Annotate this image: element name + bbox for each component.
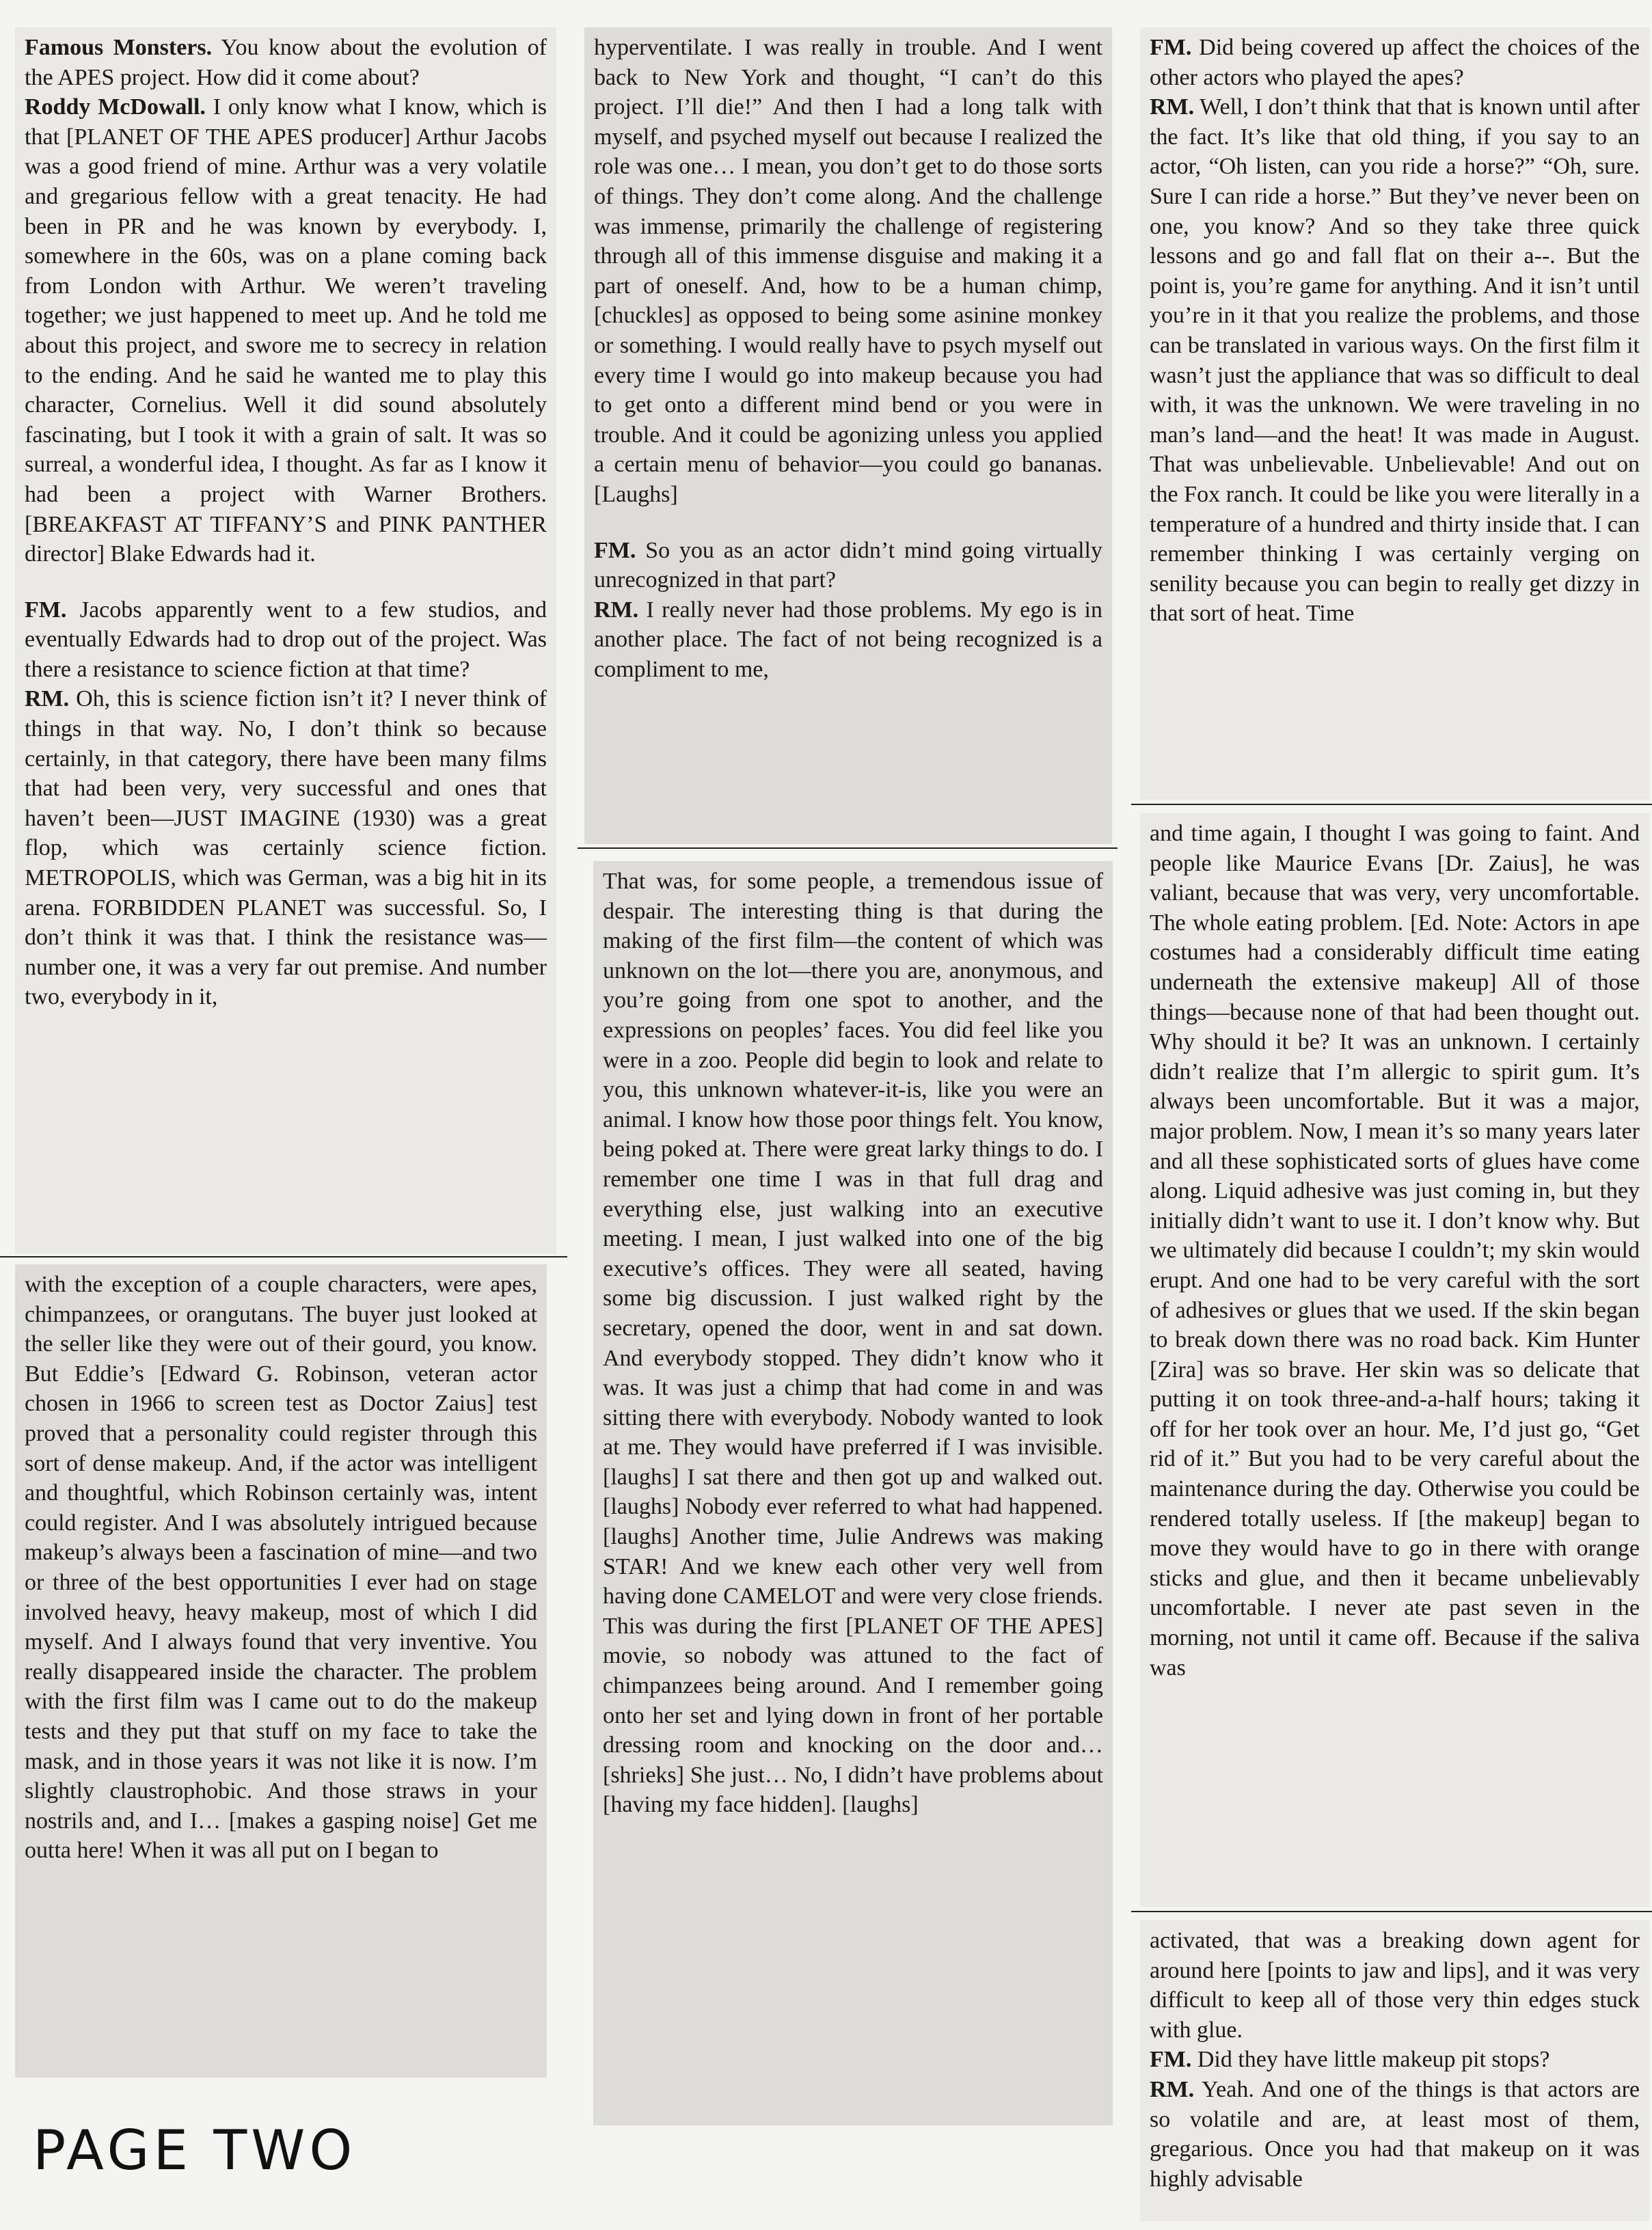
paragraph-text: activated, that was a breaking down agent for around here [points to jaw and lips], and it was very difficult to keep all of those very thin edges stuck with glue. <box>1150 1928 1640 2043</box>
interview-paragraph <box>25 684 547 1012</box>
speaker-label: RM. <box>594 597 639 623</box>
speaker-label: FM. <box>1150 35 1192 60</box>
interview-paragraph <box>1150 92 1640 629</box>
speaker-label: Roddy McDowall. <box>25 94 206 120</box>
column1-top-block <box>15 27 556 1254</box>
paragraph-text: and time again, I thought I was going to faint. And people like Maurice Evans [Dr. Zaius], he was valiant, because that was very, very uncomfortable. The whole eating problem. [Ed. Note: Actors in ape costumes had a considerably difficult time eating underneath the extensive makeup] All of those things—because none of that had been thought out. Why should it be? It was an unknown. I certainly didn’t realize that I’m allergic to spirit gum. It’s always been uncomfortable. But it was a major, major problem. Now, I mean it’s so many years later and all these sophisticated sorts of glues have come along. Liquid adhesive was just coming in, but they initially didn’t want to use it. I don’t know why. But we ultimately did because I couldn’t; my skin would erupt. And one had to be very careful with the sort of adhesives or glues that we used. If the skin began to break down there was no road back. Kim Hunter [Zira] was so brave. Her skin was so delicate that putting it on took three-and-a-half hours; taking it off for her took over an hour. Me, I’d just go, “Get rid of it.” But you had to be very careful about the maintenance during the day. Otherwise you could be rendered totally useless. If [the makeup] began to move they would have to go in there with orange sticks and glue, and then it became unbelievably uncomfortable. I never ate past seven in the morning, not until it came off. Because if the saliva was <box>1150 821 1640 1681</box>
interview-paragraph <box>25 92 547 569</box>
interview-paragraph <box>1150 2075 1640 2194</box>
interview-paragraph <box>594 595 1102 685</box>
paragraph-text: Did being covered up affect the choices of the other actors who played the apes? <box>1150 35 1640 90</box>
paragraph-text: I only know what I know, which is that [PLANET OF THE APES producer] Arthur Jacobs was a good friend of mine. Arthur was a very volatile and gregarious fellow with a great tenacity. He had been in PR and he was known by everybody. I, somewhere in the 60s, was on a plane coming back from London with Arthur. We weren’t traveling together; we just happened to meet up. And he told me about this project, and swore me to secrecy in relation to the ending. And he said he wanted me to play this character, Cornelius. Well it did sound absolutely fascinating, but I took it with a grain of salt. It was so surreal, a wonderful idea, I thought. As far as I know it had been a project with Warner Brothers. [BREAKFAST AT TIFFANY’S and PINK PANTHER director] Blake Edwards had it. <box>25 94 547 567</box>
paragraph-text: That was, for some people, a tremendous issue of despair. The interesting thing is that during the making of the first film—the content of which was unknown on the lot—there you are, anonymous, and you’re going from one spot to another, and the expressions on peoples’ faces. You did feel like you were in a zoo. People did begin to look and relate to you, this unknown whatever-it-is, like you were an animal. I know how those poor things felt. You know, being poked at. There were great larky things to do. I remember one time I was in that full drag and everything else, just walking into an executive meeting. I mean, I just walked into one of the big executive’s offices. They were all seated, having some big discussion. I just walked right by the secretary, opened the door, went in and sat down. And everybody stopped. They didn’t know who it was. It was just a chimp that had come in and was sitting there with everybody. Nobody wanted to look at me. They would have preferred if I was invisible. [laughs] I sat there and then got up and walked out. [laughs] Nobody ever referred to what had happened. [laughs] Another time, Julie Andrews was making STAR! And we knew each other very well from having done CAMELOT and were very close friends. This was during the first [PLANET OF THE APES] movie, so nobody was attuned to the fact of chimpanzees being around. And I remember going onto her set and lying down in front of her portable dressing room and knocking on the door and… [shrieks] She just… No, I didn’t have problems about [having my face hidden]. [laughs] <box>603 869 1103 1818</box>
column3-middle-block <box>1140 813 1649 1907</box>
clipping-rule <box>1131 804 1652 805</box>
paragraph-text: hyperventilate. I was really in trouble. And I went back to New York and thought, “I can’t do this project. I’ll die!” And then I had a long talk with myself, and psyched myself out because I realized the role was one… I mean, you don’t get to do those sorts of things. They don’t come along. And the challenge was immense, primarily the challenge of registering through all of this immense disguise and making it a part of oneself. And, how to be a human chimp, [chuckles] as opposed to being some asinine monkey or something. I would really have to psych myself out every time I would go into makeup because you had to get onto a different mind bend or you were in trouble. And it could be agonizing unless you applied a certain menu of behavior—you could go bananas. [Laughs] <box>594 35 1102 507</box>
column3-bottom-block <box>1140 1920 1649 2221</box>
interview-paragraph <box>1150 2045 1640 2075</box>
paragraph-text: with the exception of a couple characters, were apes, chimpanzees, or orangutans. The buyer just looked at the seller like they were out of their gourd, you know. But Eddie’s [Edward G. Robinson, veteran actor chosen in 1966 to screen test as Doctor Zaius] test proved that a personality could register through this sort of dense makeup. And, if the actor was intelligent and thoughtful, which Robinson certainly was, intent could register. And I was absolutely intrigued because makeup’s always been a fascination of mine—and two or three of the best opportunities I ever had on stage involved heavy, heavy makeup, most of which I did myself. And I always found that very inventive. You really disappeared inside the character. The problem with the first film was I came out to do the makeup tests and they put that stuff on my face to take the mask, and in those years it was not like it is now. I’m slightly claustrophobic. And those straws in your nostrils and, and I… [makes a gasping noise] Get me outta here! When it was all put on I began to <box>25 1272 537 1864</box>
interview-paragraph <box>25 1270 537 1866</box>
paragraph-text: So you as an actor didn’t mind going virtually unrecognized in that part? <box>594 537 1102 593</box>
interview-paragraph <box>1150 33 1640 92</box>
speaker-label: RM. <box>1150 94 1195 120</box>
clipping-rule <box>1131 1911 1652 1912</box>
speaker-label: RM. <box>1150 2076 1195 2102</box>
paragraph-text: Oh, this is science fiction isn’t it? I never think of things in that way. No, I don’t think so because certainly, in that category, there have been many films that had been very, very successful and ones that haven’t been—JUST IMAGINE (1930) was a great flop, which was certainly science fiction. METROPOLIS, which was German, was a big hit in its arena. FORBIDDEN PLANET was successful. So, I don’t think it was that. I think the resistance was—number one, it was a very far out premise. And number two, everybody in it, <box>25 686 547 1010</box>
speaker-label: FM. <box>1150 2047 1192 2073</box>
column2-bottom-block <box>593 861 1113 2125</box>
interview-paragraph <box>594 33 1102 510</box>
clipping-rule <box>578 847 1118 849</box>
interview-paragraph <box>25 33 547 92</box>
speaker-label: Famous Monsters. <box>25 35 213 60</box>
column3-top-block <box>1140 27 1649 800</box>
paragraph-text: Well, I don’t think that that is known until after the fact. It’s like that old thing, if you say to an actor, “Oh listen, can you ride a horse?” “Oh, sure. Sure I can ride a horse.” But they’ve never been on one, you know? And so they take three quick lessons and go and fall flat on their a--. But the point is, you’re game for anything. And it isn’t until you’re in it that you realize the problems, and those can be translated in various ways. On the first film it wasn’t just the appliance that was so difficult to deal with, it was the unknown. We were traveling in no man’s land—and the heat! It was made in August. That was unbelievable. Unbelievable! And out on the Fox ranch. It could be like you were literally in a temperature of a hundred and thirty inside that. I can remember thinking I was certainly verging on senility because you can begin to really get dizzy in that sort of heat. Time <box>1150 94 1640 627</box>
interview-paragraph <box>1150 1926 1640 2045</box>
paragraph-text: Jacobs apparently went to a few studios, and eventually Edwards had to drop out of the project. Was there a resistance to science fiction at that time? <box>25 597 547 682</box>
speaker-label: RM. <box>25 686 70 712</box>
column1-bottom-block <box>15 1264 547 2078</box>
speaker-label: FM. <box>25 597 67 623</box>
clipping-rule <box>0 1256 567 1257</box>
paragraph-text: You know about the evolution of the APES project. How did it come about? <box>25 35 547 90</box>
interview-paragraph <box>1150 819 1640 1683</box>
paragraph-text: Yeah. And one of the things is that actors are so volatile and are, at least most of them, gregarious. Once you had that makeup on it was highly advisable <box>1150 2076 1640 2192</box>
paragraph-text: I really never had those problems. My ego is in another place. The fact of not being recognized is a compliment to me, <box>594 597 1102 682</box>
speaker-label: FM. <box>594 537 636 563</box>
interview-paragraph <box>25 595 547 685</box>
interview-paragraph <box>603 867 1103 1820</box>
paragraph-text: Did they have little makeup pit stops? <box>1191 2047 1550 2073</box>
column2-top-block <box>584 27 1112 844</box>
handwritten-page-label: PAGE TWO <box>33 2119 357 2182</box>
interview-paragraph <box>594 536 1102 595</box>
